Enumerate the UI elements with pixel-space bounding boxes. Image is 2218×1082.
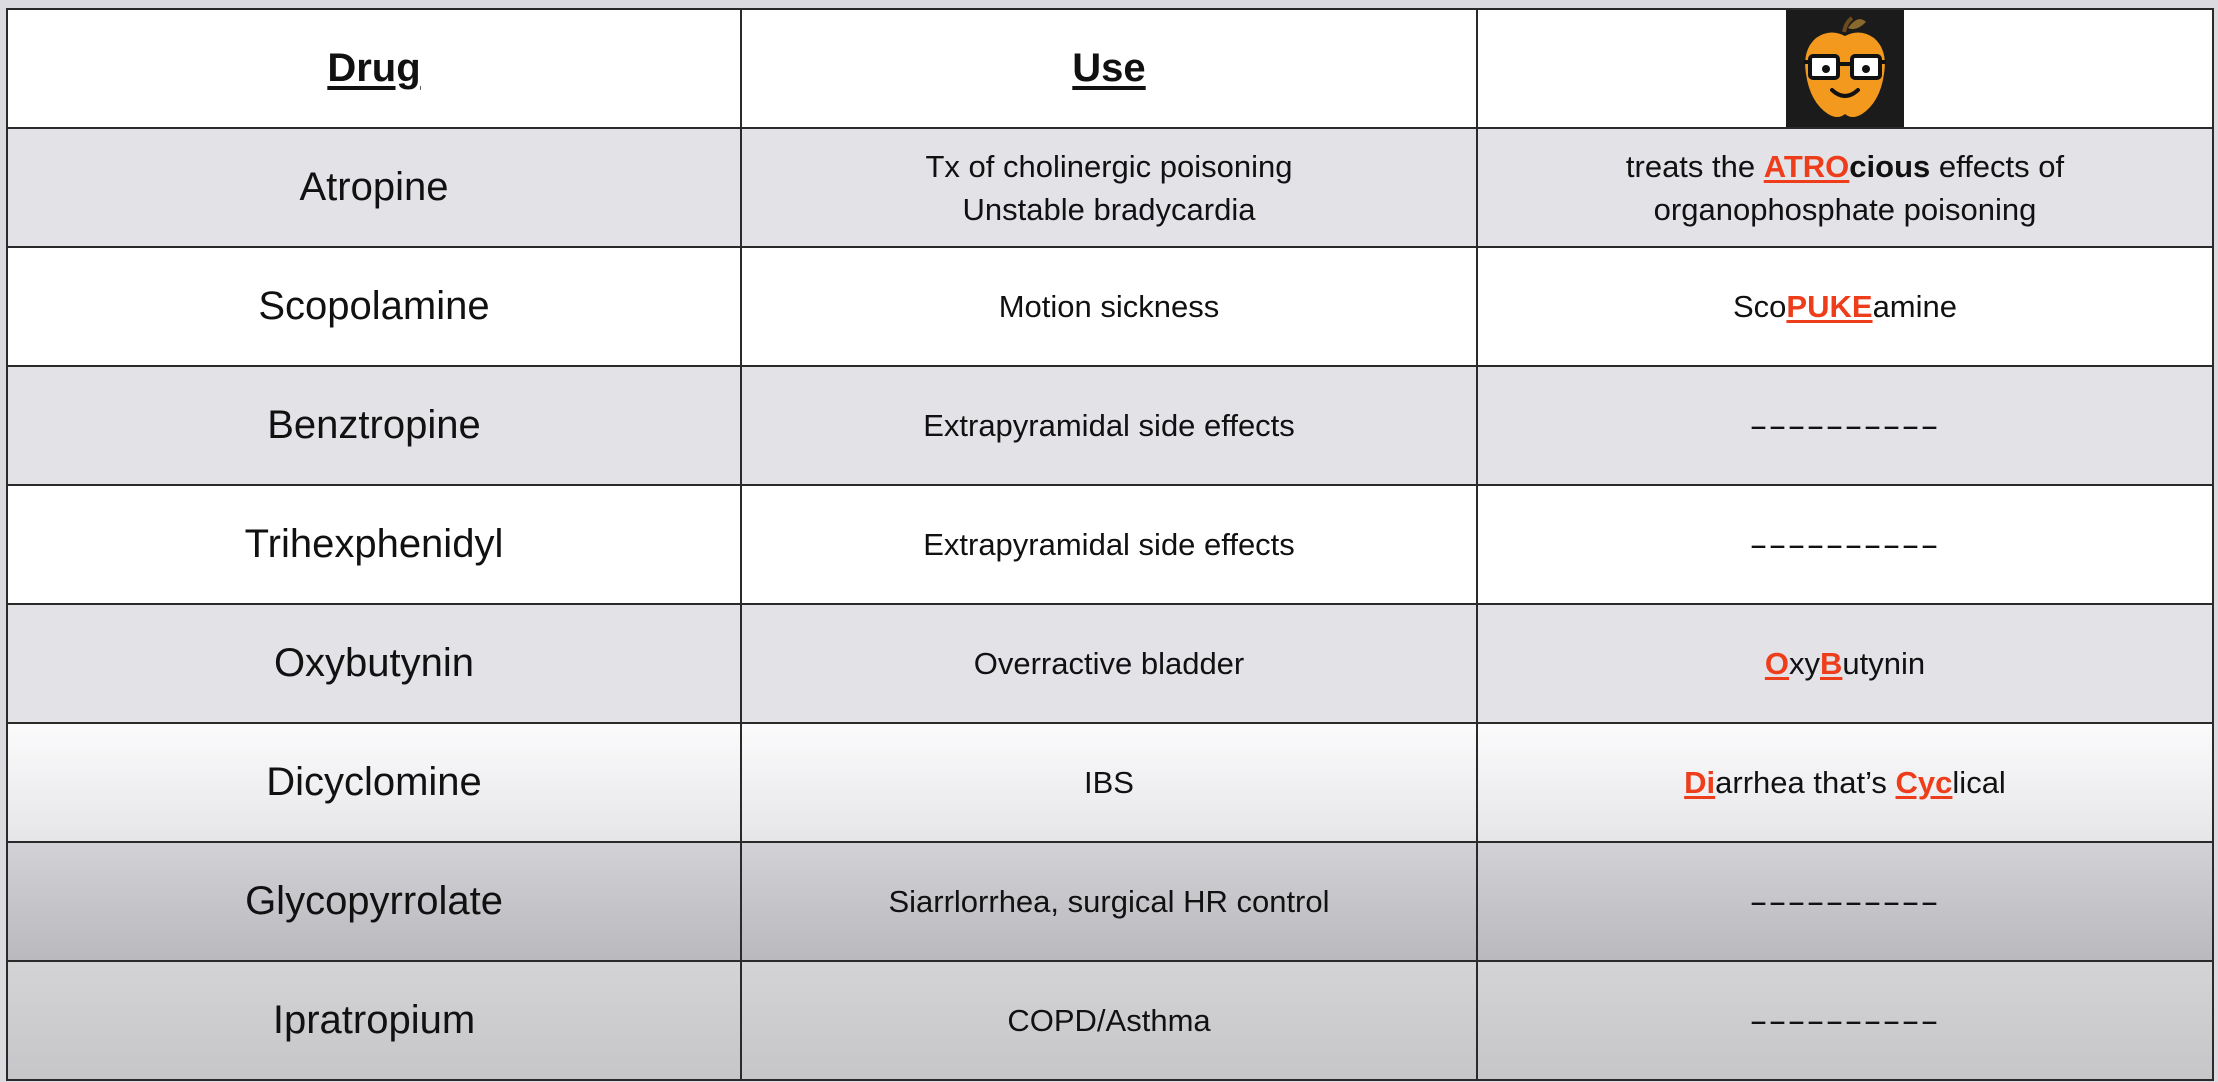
mnemonic-cell	[1477, 961, 2213, 1080]
table-row	[7, 247, 2213, 366]
mnemonic-placeholder-dashes: ––––––––––	[1750, 405, 1940, 446]
header-drug-label: Drug	[327, 46, 421, 90]
mnemonic-line2: organophosphate poisoning	[1653, 191, 2037, 227]
mnemonic-bold: cious	[1849, 148, 1931, 184]
drug-cell	[7, 723, 741, 842]
mnemonic-line1	[1478, 145, 2212, 188]
drug-cell	[7, 247, 741, 366]
mnemonic-post: lical	[1952, 765, 2006, 800]
drug-name: Glycopyrrolate	[245, 879, 503, 923]
use-text: IBS	[1084, 765, 1134, 800]
use-text-line2: Unstable bradycardia	[962, 191, 1256, 227]
mnemonic-cell	[1477, 723, 2213, 842]
table-row	[7, 485, 2213, 604]
mnemonic-text	[1733, 289, 1957, 324]
use-cell	[741, 128, 1477, 247]
mnemonic-placeholder-dashes: ––––––––––	[1750, 881, 1940, 922]
mnemonic-cell	[1477, 247, 2213, 366]
header-cell-use	[741, 9, 1477, 128]
table-header-row	[7, 9, 2213, 128]
use-text: COPD/Asthma	[1007, 1003, 1211, 1038]
use-cell	[741, 842, 1477, 961]
table-row	[7, 842, 2213, 961]
mnemonic-text	[1684, 765, 2006, 800]
drug-cell	[7, 604, 741, 723]
use-cell	[741, 485, 1477, 604]
drug-cell	[7, 842, 741, 961]
mnemonic-placeholder-dashes: ––––––––––	[1750, 1000, 1940, 1041]
use-text: Siarrlorrhea, surgical HR control	[888, 884, 1330, 919]
mnemonic-highlight: ATRO	[1763, 148, 1850, 184]
mnemonic-post: amine	[1872, 289, 1957, 324]
use-cell	[741, 723, 1477, 842]
mnemonic-cell	[1477, 485, 2213, 604]
mnemonic-highlight-1: O	[1764, 646, 1789, 681]
drug-cell	[7, 366, 741, 485]
mnemonic-pre: treats the	[1625, 148, 1764, 184]
drug-name: Trihexphenidyl	[244, 522, 504, 566]
table-row	[7, 128, 2213, 247]
nerd-apple-icon	[1786, 10, 1904, 127]
mnemonic-post: effects of	[1930, 148, 2065, 184]
mnemonic-post: utynin	[1842, 646, 1926, 681]
drug-table	[6, 8, 2214, 1081]
mnemonic-mid: arrhea that’s	[1715, 765, 1896, 800]
drug-name: Atropine	[299, 165, 449, 209]
mnemonic-highlight-2: Cyc	[1895, 765, 1953, 800]
mnemonic-cell	[1477, 128, 2213, 247]
table-row	[7, 366, 2213, 485]
use-text: Motion sickness	[998, 289, 1220, 324]
use-cell	[741, 604, 1477, 723]
drug-name: Dicyclomine	[266, 760, 482, 804]
mnemonic-placeholder-dashes: ––––––––––	[1750, 524, 1940, 565]
mnemonic-highlight-2: B	[1820, 646, 1843, 681]
table-row	[7, 961, 2213, 1080]
use-text-line1: Tx of cholinergic poisoning	[925, 148, 1293, 184]
drug-name: Benztropine	[267, 403, 481, 447]
use-text: Extrapyramidal side effects	[923, 408, 1295, 443]
mnemonic-mid: xy	[1789, 646, 1820, 681]
use-cell	[741, 247, 1477, 366]
drug-cell	[7, 485, 741, 604]
mnemonic-highlight: PUKE	[1786, 289, 1873, 324]
header-use-label: Use	[1072, 46, 1146, 90]
mnemonic-cell	[1477, 366, 2213, 485]
drug-cell	[7, 961, 741, 1080]
drug-name: Ipratropium	[272, 998, 476, 1042]
mnemonic-cell	[1477, 842, 2213, 961]
table-row	[7, 604, 2213, 723]
mnemonic-text	[1765, 646, 1925, 681]
header-cell-mnemonic	[1477, 9, 2213, 128]
use-text: Extrapyramidal side effects	[923, 527, 1295, 562]
drug-name: Scopolamine	[258, 284, 490, 328]
use-text: Overractive bladder	[973, 646, 1245, 681]
use-cell	[741, 961, 1477, 1080]
drug-cell	[7, 128, 741, 247]
drug-name: Oxybutynin	[273, 641, 475, 685]
header-cell-drug	[7, 9, 741, 128]
use-cell	[741, 366, 1477, 485]
mnemonic-cell	[1477, 604, 2213, 723]
mnemonic-pre: Sco	[1733, 289, 1787, 324]
mnemonic-highlight-1: Di	[1684, 765, 1716, 800]
table-row	[7, 723, 2213, 842]
